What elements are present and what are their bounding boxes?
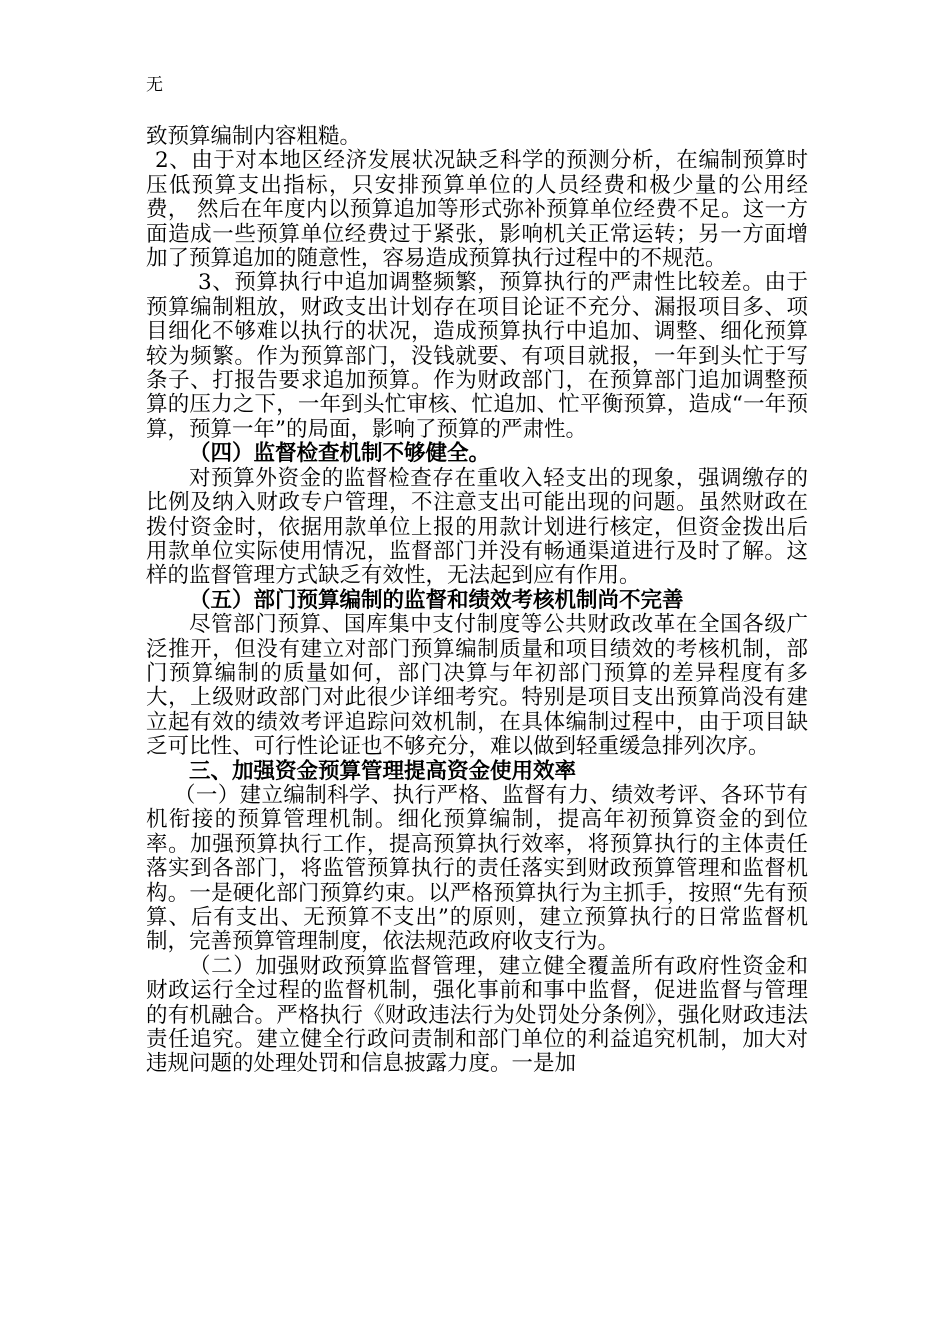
paragraph: 3、预算执行中追加调整频繁，预算执行的严肃性比较差。由于预算编制粗放，财政支出计划存在项目论证不充分、漏报项目多、项目细化不够难以执行的状况，造成预算执行中追加、调整、细化预算较为频繁。作为预算部门，没钱就要、有项目就报，一年到头忙于写条子、打报告要求追加预算。作为财政部门，在预算部门追加调整预算的压力之下，一年到头忙审核、忙追加、忙平衡预算，造成“一年预算，预算一年”的局面，影响了预算的严肃性。 xyxy=(146,270,808,442)
section-heading: （五）部门预算编制的监督和绩效考核机制尚不完善 xyxy=(189,587,684,613)
paragraph: 2、由于对本地区经济发展状况缺乏科学的预测分析，在编制预算时压低预算支出指标，只安排预算单位的人员经费和极少量的公用经费， 然后在年度内以预算追加等形式弥补预算单位经费不足。这一方面造成一些预算单位经费过于紧张，影响机关正常运转；另一方面增加了预算追加的随意性，容易造成预算执行过程中的不规范。 xyxy=(146,148,808,272)
document-body xyxy=(146,125,808,1077)
paragraph: 尽管部门预算、国库集中支付制度等公共财政改革在全国各级广泛推开，但没有建立对部门预算编制质量和项目绩效的考核机制，部门预算编制的质量如何，部门决算与年初部门预算的差异程度有多大，上级财政部门对此很少详细考究。特别是项目支出预算尚没有建立起有效的绩效考评追踪问效机制，在具体编制过程中，由于项目缺乏可比性、可行性论证也不够充分，难以做到轻重缓急排列次序。 xyxy=(146,612,808,760)
paragraph: （二）加强财政预算监督管理，建立健全覆盖所有政府性资金和财政运行全过程的监督机制，强化事前和事中监督，促进监督与管理的有机融合。严格执行《财政违法行为处罚处分条例》，强化财政违法责任追究。建立健全行政问责制和部门单位的利益追究机制，加大对违规问题的处理处罚和信息披露力度。一是加 xyxy=(146,953,808,1077)
paragraph: 对预算外资金的监督检查存在重收入轻支出的现象，强调缴存的比例及纳入财政专户管理，不注意支出可能出现的问题。虽然财政在拨付资金时，依据用款单位上报的用款计划进行核定，但资金拨出后用款单位实际使用情况，监督部门并没有畅通渠道进行及时了解。这样的监督管理方式缺乏有效性，无法起到应有作用。 xyxy=(146,465,808,589)
paragraph: 致预算编制内容粗糙。 xyxy=(146,124,362,149)
section-heading: （四）监督检查机制不够健全。 xyxy=(189,441,491,467)
paragraph: （一）建立编制科学、执行严格、监督有力、绩效考评、各环节有机衔接的预算管理机制。细化预算编制，提高年初预算资金的到位率。加强预算执行工作，提高预算执行效率，将预算执行的主体责任落实到各部门，将监管预算执行的责任落实到财政预算管理和监督机构。一是硬化部门预算约束。以严格预算执行为主抓手，按照“先有预算、后有支出、无预算不支出”的原则，建立预算执行的日常监督机制，完善预算管理制度，依法规范政府收支行为。 xyxy=(146,782,808,955)
page-header: 无 xyxy=(146,75,163,95)
section-heading: 三、加强资金预算管理提高资金使用效率 xyxy=(189,758,577,784)
